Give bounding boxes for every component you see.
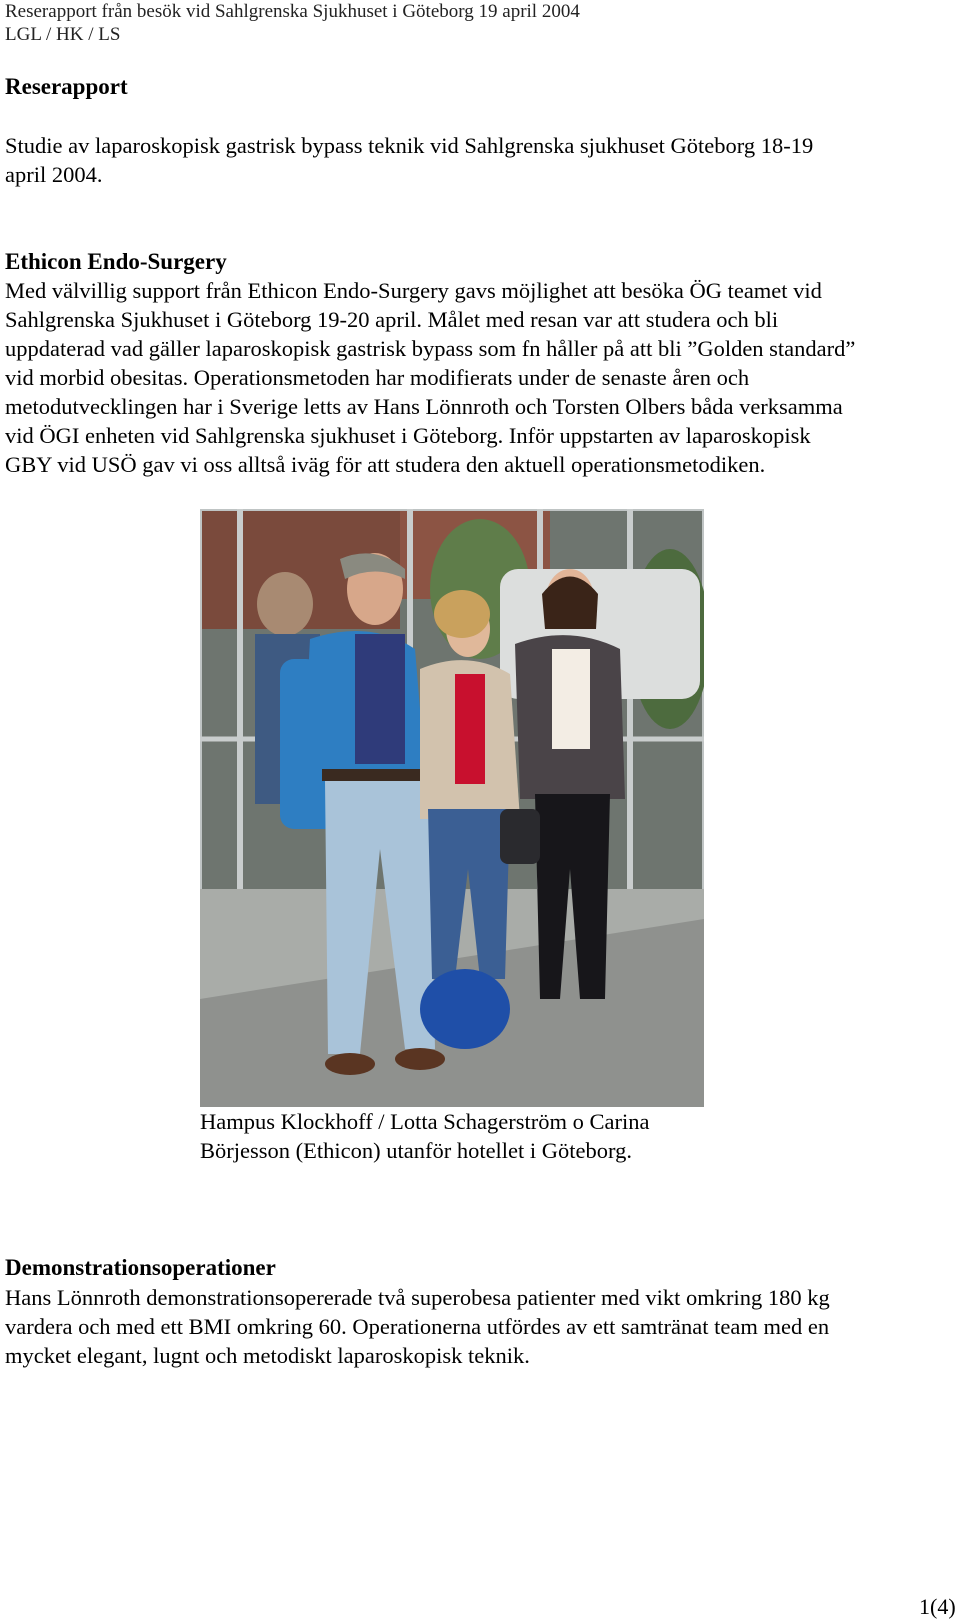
intro-paragraph [5,131,950,189]
intro-line: april 2004. [5,162,103,187]
demo-line: vardera och med ett BMI omkring 60. Operationerna utfördes av ett samtränat team med en [5,1314,830,1339]
demo-line: mycket elegant, lugnt och metodiskt laparoskopisk teknik. [5,1343,530,1368]
group-photo-illustration [200,509,704,1107]
ethicon-line: Sahlgrenska Sjukhuset i Göteborg 19-20 april. Målet med resan var att studera och bli [5,307,779,332]
ethicon-line: uppdaterad vad gäller laparoskopisk gastrisk bypass som fn håller på att bli ”Golden standard” [5,336,856,361]
report-heading: Reserapport [5,74,128,99]
ethicon-heading: Ethicon Endo-Surgery [5,249,227,274]
demo-line: Hans Lönnroth demonstrationsopererade två superobesa patienter med vikt omkring 180 kg [5,1285,830,1310]
demo-paragraph [5,1283,950,1370]
caption-line: Hampus Klockhoff / Lotta Schagerström o Carina [200,1109,650,1134]
photo-caption [200,1107,760,1165]
running-header-title: Reserapport från besök vid Sahlgrenska Sjukhuset i Göteborg 19 april 2004 [5,1,580,22]
ethicon-paragraph [5,276,950,479]
page-number: 1(4) [919,1594,956,1619]
demo-heading: Demonstrationsoperationer [5,1255,276,1280]
intro-line: Studie av laparoskopisk gastrisk bypass teknik vid Sahlgrenska sjukhuset Göteborg 18-19 [5,133,814,158]
running-header-authors: LGL / HK / LS [5,24,121,45]
ethicon-line: metodutvecklingen har i Sverige letts av Hans Lönnroth och Torsten Olbers båda verksamma [5,394,843,419]
ethicon-line: vid morbid obesitas. Operationsmetoden har modifierats under de senaste åren och [5,365,750,390]
ethicon-line: vid ÖGI enheten vid Sahlgrenska sjukhuset i Göteborg. Inför uppstarten av laparoskopisk [5,423,811,448]
group-photo [200,509,704,1107]
caption-line: Börjesson (Ethicon) utanför hotellet i Göteborg. [200,1138,632,1163]
ethicon-line: Med välvillig support från Ethicon Endo-Surgery gavs möjlighet att besöka ÖG teamet vid [5,278,822,303]
ethicon-line: GBY vid USÖ gav vi oss alltså iväg för att studera den aktuell operationsmetodiken. [5,452,766,477]
